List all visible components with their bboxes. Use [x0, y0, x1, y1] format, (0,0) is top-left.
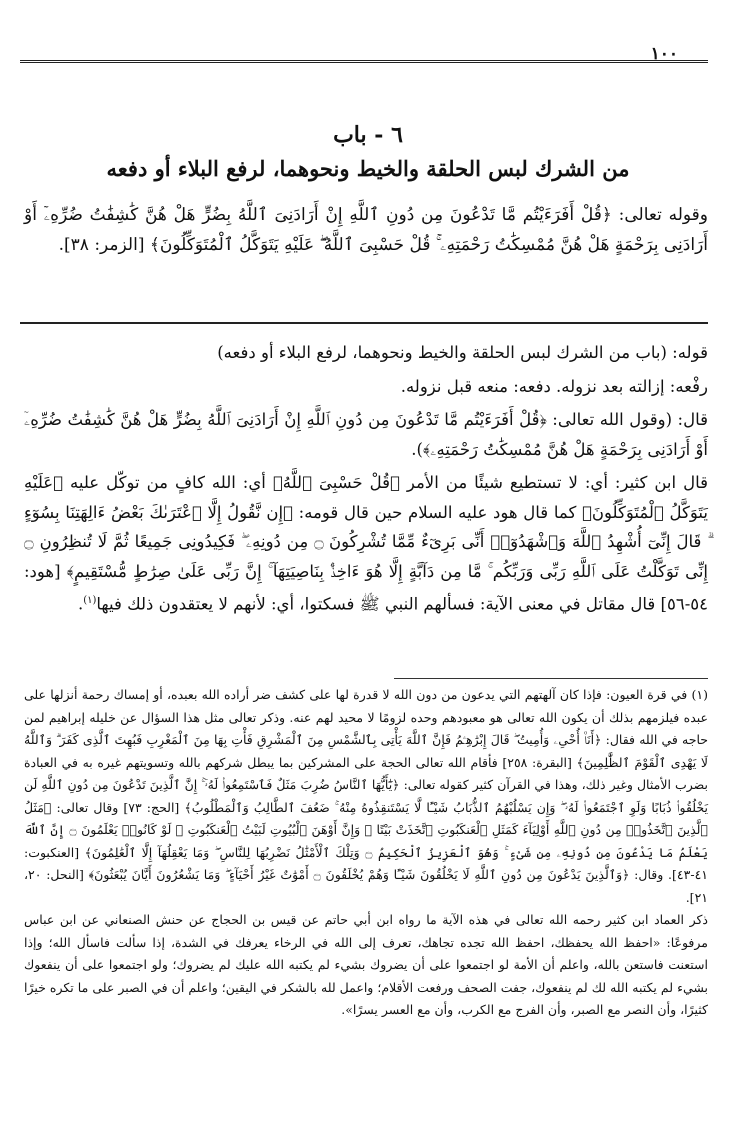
commentary-ibn-kathir-text: قال ابن كثير: أي: لا تستطيع شيئًا من الأمر ﴿قُلْ حَسْبِىَ ٱللَّهُ﴾ أي: الله كافٍ من توكّل عليه ﴿عَلَيْهِ يَتَوَكَّلُ ٱلْمُتَوَكِّلُونَ﴾ كما قال هود عليه السلام حين قال قومه: ﴿إِن نَّقُولُ إِلَّا ٱعْتَرَىٰكَ بَعْضُ ءَالِهَتِنَا بِسُوٓءٍ ۗ قَالَ إِنِّىٓ أُشْهِدُ ٱللَّهَ وَٱشْهَدُوٓا۟ أَنِّى بَرِىٓءٌ مِّمَّا تُشْرِكُونَ ۝ مِن دُونِهِۦ ۖ فَكِيدُونِى جَمِيعًا ثُمَّ لَا تُنظِرُونِ ۝ إِنِّى تَوَكَّلْتُ عَلَى ٱللَّهِ رَبِّى وَرَبِّكُم ۚ مَّا مِن دَآبَّةٍ إِلَّا هُوَ ءَاخِذٌۢ بِنَاصِيَتِهَآ ۚ إِنَّ رَبِّى عَلَىٰ صِرَٰطٍ مُّسْتَقِيمٍ﴾ [هود: ٥٤-٥٦] قال مقاتل في معنى الآية: فسألهم النبي ﷺ فسكتوا، أي: لأنهم لا يعتقدون ذلك فيها [24, 473, 709, 614]
chapter-number: ٦ - باب [333, 122, 403, 148]
verse-text: وقوله تعالى: ﴿قُلْ أَفَرَءَيْتُم مَّا تَدْعُونَ مِن دُونِ ٱللَّهِ إِنْ أَرَادَنِىَ ٱللَّهُ بِضُرٍّ هَلْ هُنَّ كَٰشِفَٰتُ ضُرِّهِۦٓ أَوْ أَرَادَنِى بِرَحْمَةٍ هَلْ هُنَّ مُمْسِكَٰتُ رَحْمَتِهِۦ ۚ قُلْ حَسْبِىَ ٱللَّهُ ۖ عَلَيْهِ يَتَوَكَّلُ ٱلْمُتَوَكِّلُونَ﴾ [24, 205, 708, 255]
commentary-paragraph-verse: قال: (وقول الله تعالى: ﴿قُلْ أَفَرَءَيْتُم مَّا تَدْعُونَ مِن دُونِ ٱللَّهِ إِنْ أَرَادَنِىَ ٱللَّهُ بِضُرٍّ هَلْ هُنَّ كَٰشِفَٰتُ ضُرِّهِۦٓ أَوْ أَرَادَنِى بِرَحْمَةٍ هَلْ هُنَّ مُمْسِكَٰتُ رَحْمَتِهِۦ﴾). [24, 410, 708, 459]
commentary-paragraph-definitions: رفْعه: إزالته بعد نزوله. دفعه: منعه قبل نزوله. [400, 376, 708, 396]
commentary-ibn-kathir-end: . [77, 594, 84, 614]
commentary [24, 338, 708, 623]
page-number: ١٠٠ [650, 44, 678, 64]
commentary-paragraph-heading: قوله: (باب من الشرك لبس الحلقة والخيط ونحوهما، لرفع البلاء أو دفعه) [217, 343, 708, 362]
section-divider [20, 322, 708, 324]
footnote-marker[interactable]: (١) [83, 595, 97, 606]
footnote-rule [394, 678, 708, 679]
header-rule [20, 60, 708, 66]
footnotes [24, 684, 708, 1022]
verse-reference: [الزمر: ٣٨]. [58, 235, 145, 255]
footnote-1: (١) في قرة العيون: فإذا كان آلهتهم التي يدعون من دون الله لا قدرة لها على كشف ضر أراده الله بعبده، أو إمساك رحمة أنزلها على عبده فيلزمهم بذلك أن يكون الله تعالى هو معبودهم وحده لزومًا لا محيد لهم عنه. وذكر تعالى مثل هذا السؤال عن خليله إبراهيم لمن حاجه في الله فقال: ﴿أَنَا۠ أُحْىِۦ وَأُمِيتُ ۖ قَالَ إِبْرَٰهِـۧمُ فَإِنَّ ٱللَّهَ يَأْتِى بِٱلشَّمْسِ مِنَ ٱلْمَشْرِقِ فَأْتِ بِهَا مِنَ ٱلْمَغْرِبِ فَبُهِتَ ٱلَّذِى كَفَرَ ۗ وَٱللَّهُ لَا يَهْدِى ٱلْقَوْمَ ٱلظَّٰلِمِينَ﴾ [البقرة: ٢٥٨] فأقام الله تعالى الحجة على المشركين بما يبطل شركهم بالله وتسويتهم غيره به في العبادة بضرب الأمثال وغير ذلك، وهذا في القرآن كثير كقوله تعالى: ﴿يَٰٓأَيُّهَا ٱلنَّاسُ ضُرِبَ مَثَلٌ فَٱسْتَمِعُوا۟ لَهُۥٓ ۚ إِنَّ ٱلَّذِينَ تَدْعُونَ مِن دُونِ ٱللَّهِ لَن يَخْلُقُوا۟ ذُبَابًا وَلَوِ ٱجْتَمَعُوا۟ لَهُۥ ۖ وَإِن يَسْلُبْهُمُ ٱلذُّبَابُ شَيْـًٔا لَّا يَسْتَنقِذُوهُ مِنْهُ ۚ ضَعُفَ ٱلطَّالِبُ وَٱلْمَطْلُوبُ﴾ [الحج: ٧٣] وقال تعالى: ﴿مَثَلُ ٱلَّذِينَ ٱتَّخَذُوا۟ مِن دُونِ ٱللَّهِ أَوْلِيَآءَ كَمَثَلِ ٱلْعَنكَبُوتِ ٱتَّخَذَتْ بَيْتًا ۖ وَإِنَّ أَوْهَنَ ٱلْبُيُوتِ لَبَيْتُ ٱلْعَنكَبُوتِ ۖ لَوْ كَانُوا۟ يَعْلَمُونَ ۝ إِنَّ ٱللَّهَ يَعْلَمُ مَا يَدْعُونَ مِن دُونِهِۦ مِن شَىْءٍ ۚ وَهُوَ ٱلْعَزِيزُ ٱلْحَكِيمُ ۝ وَتِلْكَ ٱلْأَمْثَٰلُ نَضْرِبُهَا لِلنَّاسِ ۖ وَمَا يَعْقِلُهَآ إِلَّا ٱلْعَٰلِمُونَ﴾ [العنكبوت: ٤١-٤٣]. وقال: ﴿وَٱلَّذِينَ يَدْعُونَ مِن دُونِ ٱللَّهِ لَا يَخْلُقُونَ شَيْـًٔا وَهُمْ يُخْلَقُونَ ۝ أَمْوَٰتٌ غَيْرُ أَحْيَآءٍ ۖ وَمَا يَشْعُرُونَ أَيَّانَ يُبْعَثُونَ﴾ [النحل: ٢٠، ٢١]. [24, 687, 708, 905]
footnote-1-continued: ذكر العماد ابن كثير رحمه الله تعالى في هذه الآية ما رواه ابن أبي حاتم عن قيس بن الحجاج عن حنش الصنعاني عن ابن عباس مرفوعًا: «احفظ الله يحفظك، احفظ الله تجده تجاهك، تعرف إلى الله في الرخاء يعرفك في الشدة، إذا سألت فاسأل الله؛ وإذا استعنت فاستعن بالله، واعلم أن الأمة لو اجتمعوا على أن يضروك بشيء لم يكتبه الله عليك لم يضروك؛ ولو اجتمعوا على أن ينفعوك بشيء لم يكتبه الله لك لم ينفعوك، جفت الصحف ورفعت الأقلام؛ واعمل لله بالشكر في اليقين؛ واعلم أن في الصبر على ما تكره خيرًا كثيرًا، وأن النصر مع الصبر، وأن الفرج مع الكرب، وأن مع العسر يسرًا». [24, 912, 708, 1017]
chapter-verse [24, 200, 708, 260]
chapter-title: من الشرك لبس الحلقة والخيط ونحوهما، لرفع البلاء أو دفعه [106, 156, 630, 181]
commentary-paragraph-ibn-kathir [24, 468, 708, 619]
